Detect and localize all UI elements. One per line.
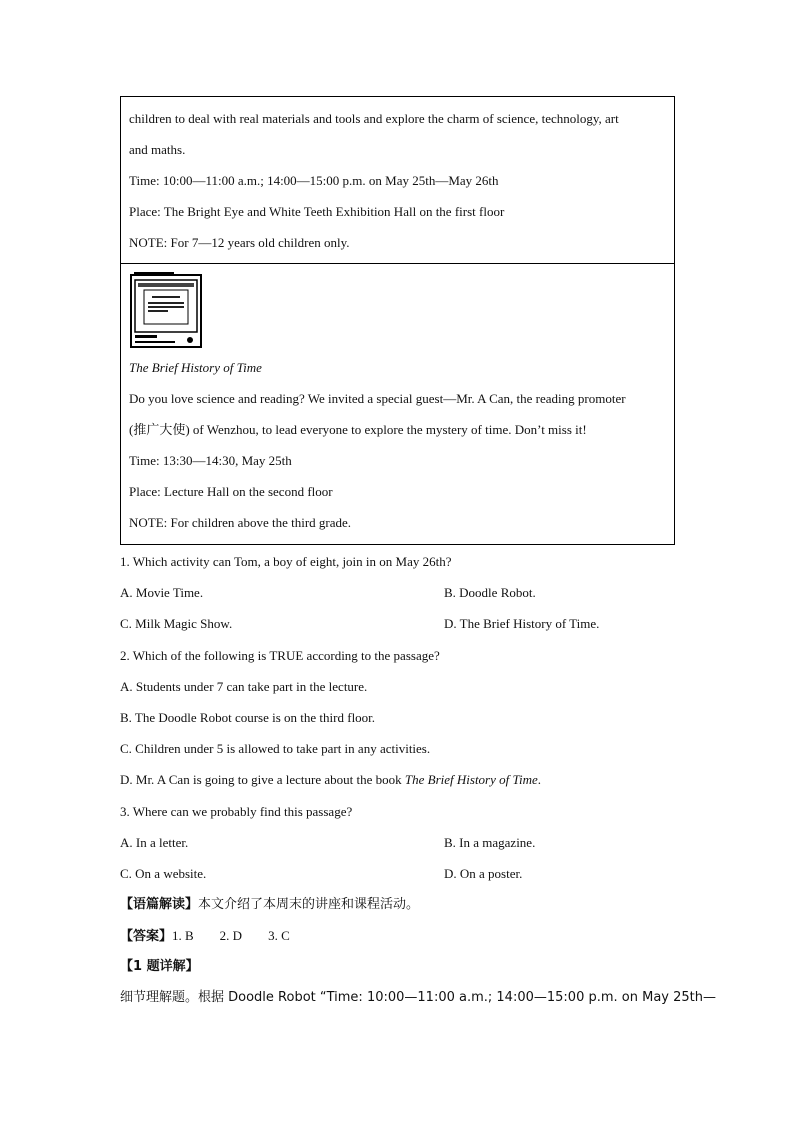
question-3-stem: 3. Where can we probably find this passage? — [120, 804, 353, 819]
text-line: and maths. — [129, 142, 186, 157]
place-line: Place: The Bright Eye and White Teeth Exhibition Hall on the first floor — [129, 204, 505, 219]
activity-box-brief-history — [120, 263, 675, 545]
lecture-title: The Brief History of Time — [129, 360, 262, 375]
text-line: children to deal with real materials and tools and explore the charm of science, technology, art — [129, 111, 619, 126]
question-1-option-b: B. Doodle Robot. — [444, 585, 536, 600]
question-2-option-b: B. The Doodle Robot course is on the third floor. — [120, 710, 376, 725]
question-2-option-d — [120, 772, 541, 788]
time-line: Time: 13:30—14:30, May 25th — [129, 453, 292, 468]
question-2-stem: 2. Which of the following is TRUE according to the passage? — [120, 648, 440, 663]
question-2-option-c: C. Children under 5 is allowed to take part in any activities. — [120, 741, 431, 756]
reading-label: 【语篇解读】 — [120, 897, 199, 912]
option-d-text: D. Mr. A Can is going to give a lecture about the book — [120, 772, 405, 787]
question-3-option-c: C. On a website. — [120, 866, 207, 881]
book-cover-image — [130, 272, 202, 350]
question-1-option-c: C. Milk Magic Show. — [120, 616, 233, 631]
activity-box-doodle-robot — [120, 96, 675, 264]
reading-analysis — [120, 897, 419, 913]
text-line: Do you love science and reading? We invited a special guest—Mr. A Can, the reading promoter — [129, 391, 626, 406]
option-d-book-title: The Brief History of Time — [404, 772, 538, 787]
text-line: (推广大使) of Wenzhou, to lead everyone to explore the mystery of time. Don’t miss it! — [129, 422, 587, 437]
question-1-option-d: D. The Brief History of Time. — [444, 616, 600, 631]
option-d-end: . — [537, 772, 542, 787]
answer-line — [120, 928, 290, 945]
detail-label: 【1 题详解】 — [120, 959, 199, 974]
note-line: NOTE: For children above the third grade. — [129, 515, 352, 530]
question-3-option-a: A. In a letter. — [120, 835, 189, 850]
question-3-option-b: B. In a magazine. — [444, 835, 536, 850]
note-line: NOTE: For 7—12 years old children only. — [129, 235, 350, 250]
place-line: Place: Lecture Hall on the second floor — [129, 484, 333, 499]
answer-text: 1. B 2. D 3. C — [172, 928, 290, 943]
question-3-option-d: D. On a poster. — [444, 866, 523, 881]
question-2-option-a: A. Students under 7 can take part in the lecture. — [120, 679, 368, 694]
time-line: Time: 10:00—11:00 a.m.; 14:00—15:00 p.m. on May 25th—May 26th — [129, 173, 499, 188]
answer-label: 【答案】 — [120, 929, 173, 944]
reading-text: 本文介绍了本周末的讲座和课程活动。 — [198, 897, 420, 912]
detail-text: 细节理解题。根据 Doodle Robot “Time: 10:00—11:00 a.m.; 14:00—15:00 p.m. on May 25th— — [120, 990, 716, 1005]
question-1-stem: 1. Which activity can Tom, a boy of eight, join in on May 26th? — [120, 554, 452, 569]
question-1-option-a: A. Movie Time. — [120, 585, 204, 600]
